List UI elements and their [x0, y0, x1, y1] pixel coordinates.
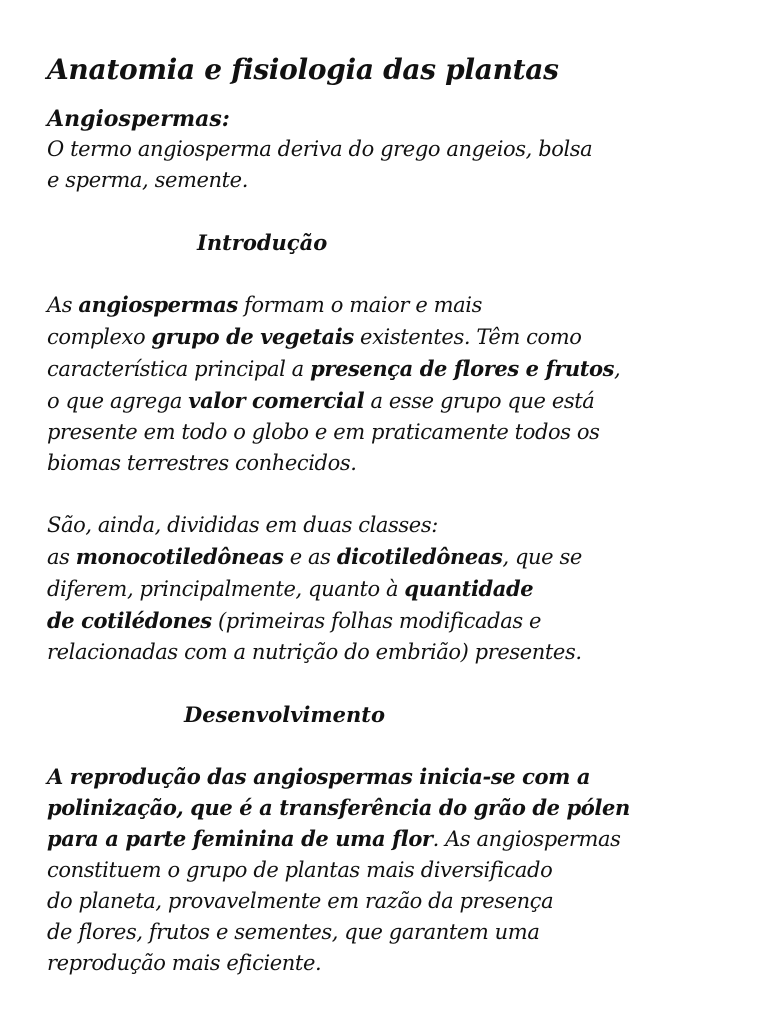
- paragraph-line: presente em todo o globo e em praticamente todos os: [47, 420, 600, 444]
- emphasis-text: quantidade: [404, 576, 534, 601]
- introducao-heading: Introdução: [197, 230, 328, 255]
- document-page: [47, 50, 737, 979]
- spacer: [47, 479, 737, 510]
- angiospermas-line-2: e sperma, semente.: [47, 168, 248, 192]
- text-run: complexo: [47, 325, 152, 349]
- paragraph-line: [47, 385, 737, 417]
- text-run: formam o maior e mais: [237, 293, 482, 317]
- emphasis-text: monocotiledôneas: [75, 544, 284, 569]
- text-run: ,: [614, 357, 621, 381]
- spacer: [47, 730, 737, 761]
- emphasis-text: de cotilédones: [47, 608, 212, 633]
- emphasis-text: angiospermas: [78, 292, 238, 317]
- paragraph-line: [47, 541, 737, 573]
- emphasis-text: grupo de vegetais: [151, 324, 354, 349]
- text-run: As: [47, 293, 79, 317]
- desenvolvimento-paragraph: [47, 761, 737, 979]
- angiospermas-heading: Angiospermas:: [47, 106, 230, 132]
- paragraph-line: polinização, que é a transferência do grão de pólen: [47, 795, 630, 820]
- emphasis-text: dicotiledôneas: [336, 544, 503, 569]
- emphasis-text: valor comercial: [188, 388, 365, 413]
- paragraph-line: [47, 321, 737, 353]
- paragraph-line: biomas terrestres conhecidos.: [47, 451, 357, 475]
- emphasis-text: presença de flores e frutos: [310, 356, 615, 381]
- paragraph-line: São, ainda, divididas em duas classes:: [47, 513, 438, 537]
- text-run: (primeiras folhas modificadas e: [211, 609, 542, 633]
- spacer: [47, 196, 737, 227]
- paragraph-line: [47, 605, 737, 637]
- paragraph-line: constituem o grupo de plantas mais diversificado: [47, 858, 553, 882]
- angiospermas-line-1: O termo angiosperma deriva do grego angeios, bolsa: [47, 137, 593, 161]
- text-run: característica principal a: [47, 357, 311, 381]
- paragraph-line: [47, 353, 737, 385]
- text-run: as: [47, 545, 76, 569]
- paragraph-line: reprodução mais eficiente.: [47, 951, 322, 975]
- paragraph-line: do planeta, provavelmente em razão da presença: [47, 889, 554, 913]
- introducao-paragraph-2: [47, 510, 737, 668]
- paragraph-line: de flores, frutos e sementes, que garantem uma: [47, 920, 540, 944]
- text-run: a esse grupo que está: [364, 389, 595, 413]
- introducao-paragraph-1: [47, 289, 737, 479]
- spacer: [47, 258, 737, 289]
- text-run: , que se: [502, 545, 582, 569]
- paragraph-line: relacionadas com a nutrição do embrião) presentes.: [47, 640, 582, 664]
- text-run: diferem, principalmente, quanto à: [47, 577, 405, 601]
- text-run: e as: [283, 545, 337, 569]
- paragraph-line: A reprodução das angiospermas inicia-se com a: [47, 764, 591, 789]
- page-title: Anatomia e fisiologia das plantas: [47, 53, 559, 86]
- spacer: [47, 668, 737, 699]
- text-run: o que agrega: [47, 389, 189, 413]
- paragraph-line: [47, 289, 737, 321]
- emphasis-text: para a parte feminina de uma flor: [47, 826, 433, 851]
- desenvolvimento-heading: Desenvolvimento: [184, 702, 385, 727]
- text-run: existentes. Têm como: [353, 325, 582, 349]
- paragraph-line: [47, 823, 737, 855]
- text-run: . As angiospermas: [432, 827, 621, 851]
- paragraph-line: [47, 573, 737, 605]
